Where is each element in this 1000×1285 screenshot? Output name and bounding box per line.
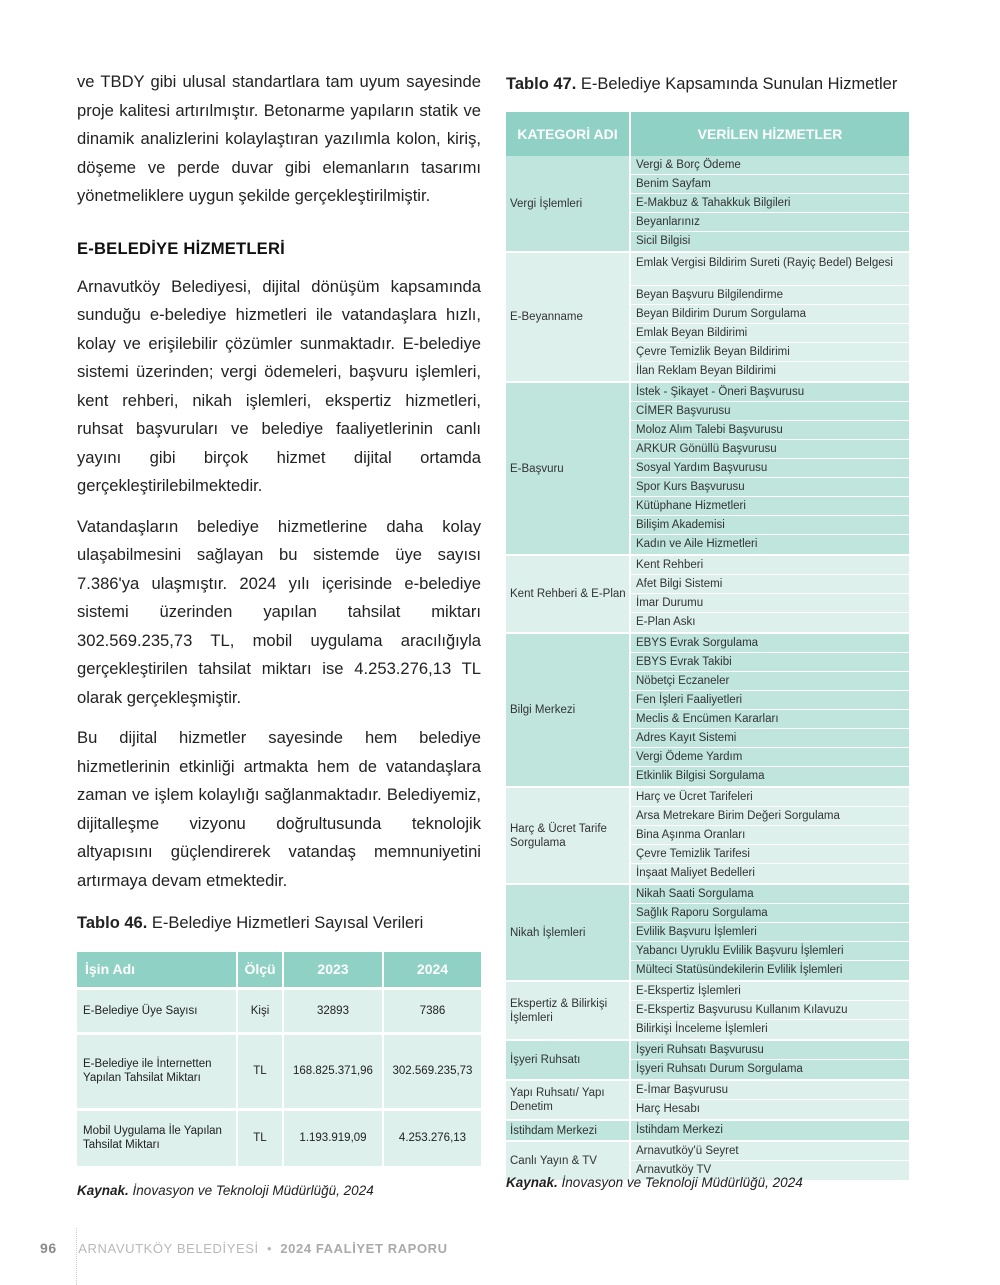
table46-title-number: Tablo 46.	[77, 914, 148, 932]
table47-service-cell: E-İmar Başvurusu	[631, 1081, 909, 1100]
table46-header-row	[77, 952, 481, 988]
paragraph-e-belediye: Arnavutköy Belediyesi, dijital dönüşüm kapsamında sunduğu e-belediye hizmetleri ile vatandaşlara hızlı, kolay ve erişilebilir çözümler sunmaktadır. E-belediye sistemi üzerinden; vergi ödemeleri, başvuru işlemleri, kent rehberi, nikah işlemleri, ekspertiz hizmetleri, ruhsat başvuruları ve belediye faaliyetlerinin canlı yayını gibi birçok hizmet dijital ortamda gerçekleştirilebilmektedir.	[77, 276, 481, 495]
table46-header-cell: 2024	[383, 952, 481, 988]
table-row	[77, 1033, 481, 1109]
table47-services	[631, 885, 909, 980]
table47-service-cell: Kent Rehberi	[631, 556, 909, 575]
table47-source	[506, 1175, 803, 1190]
table47-service-cell: Afet Bilgi Sistemi	[631, 575, 909, 594]
table47-service-cell: Arnavutköy'ü Seyret	[631, 1142, 909, 1161]
table47-service-cell: Bina Aşınma Oranları	[631, 826, 909, 845]
table47-category-cell: E-Başvuru	[506, 383, 631, 554]
table47-service-cell: Vergi & Borç Ödeme	[631, 156, 909, 175]
table47-service-cell: EBYS Evrak Sorgulama	[631, 634, 909, 653]
footer-org: ARNAVUTKÖY BELEDİYESİ	[78, 1241, 259, 1256]
table47-service-cell: E-Ekspertiz İşlemleri	[631, 982, 909, 1001]
table47-service-cell: E-Plan Askı	[631, 613, 909, 632]
table46-title	[77, 914, 423, 933]
table47-services	[631, 253, 909, 381]
table-cell: 7386	[383, 988, 481, 1033]
table47-title-number: Tablo 47.	[506, 75, 577, 93]
table46-title-text: E-Belediye Hizmetleri Sayısal Verileri	[151, 914, 424, 932]
table47-group	[506, 788, 909, 883]
paragraph-conclusion: Bu dijital hizmetler sayesinde hem belediye hizmetlerinin etkinliği artmakta hem de vatandaşlara zaman ve işlem kolaylığı sağlanmaktadır. Belediyemiz, dijitalleşme vizyonu doğrultusunda teknolojik altyapısını güçlendirerek vatandaş memnuniyetini artırmaya devam etmektedir.	[77, 728, 481, 890]
table46-header-cell: 2023	[283, 952, 383, 988]
table47-service-cell: ARKUR Gönüllü Başvurusu	[631, 440, 909, 459]
table47-service-cell: İşyeri Ruhsatı Başvurusu	[631, 1041, 909, 1060]
table47-service-cell: Spor Kurs Başvurusu	[631, 478, 909, 497]
table-cell: 1.193.919,09	[283, 1109, 383, 1166]
table47-service-cell: Moloz Alım Talebi Başvurusu	[631, 421, 909, 440]
table47-service-cell: Vergi Ödeme Yardım	[631, 748, 909, 767]
left-column	[77, 68, 481, 895]
table47-service-cell: Evlilik Başvuru İşlemleri	[631, 923, 909, 942]
table47-service-cell: Nikah Saati Sorgulama	[631, 885, 909, 904]
table47-header-category: KATEGORİ ADI	[506, 112, 631, 156]
table47-service-cell: Emlak Vergisi Bildirim Sureti (Rayiç Bedel) Belgesi	[631, 253, 909, 286]
table47-group	[506, 982, 909, 1039]
table47-category-cell: Vergi İşlemleri	[506, 156, 631, 251]
table47-service-cell: İstek - Şikayet - Öneri Başvurusu	[631, 383, 909, 402]
table47-service-cell: İlan Reklam Beyan Bildirimi	[631, 362, 909, 381]
table47-service-cell: Bilirkişi İnceleme İşlemleri	[631, 1020, 909, 1039]
paragraph-statistics: Vatandaşların belediye hizmetlerine daha kolay ulaşabilmesini sağlayan bu sistemde üye sayısı 7.386'ya ulaşmıştır. 2024 yılı içerisinde e-belediye sistemi üzerinden yapılan tahsilat miktarı 302.569.235,73 TL, mobil uygulama aracılığıyla gerçekleştirilen tahsilat miktarı ise 4.253.276,13 TL olarak gerçekleşmiştir.	[77, 516, 481, 707]
table46-header-cell: İşin Adı	[77, 952, 237, 988]
table47-services	[631, 556, 909, 632]
table47-service-cell: CİMER Başvurusu	[631, 402, 909, 421]
table47-services	[631, 788, 909, 883]
table47-service-cell: Fen İşleri Faaliyetleri	[631, 691, 909, 710]
table47-service-cell: Benim Sayfam	[631, 175, 909, 194]
table47-service-cell: Arsa Metrekare Birim Değeri Sorgulama	[631, 807, 909, 826]
table47-category-cell: Kent Rehberi & E-Plan	[506, 556, 631, 632]
table47-category-cell: Yapı Ruhsatı/ Yapı Denetim	[506, 1081, 631, 1119]
table47-category-cell: E-Beyanname	[506, 253, 631, 381]
table-cell: Mobil Uygulama İle Yapılan Tahsilat Miktarı	[77, 1109, 237, 1166]
table-cell: 4.253.276,13	[383, 1109, 481, 1166]
table47-group	[506, 253, 909, 381]
table-row	[77, 988, 481, 1033]
table-cell: Kişi	[237, 988, 283, 1033]
table47-service-cell: Mülteci Statüsündekilerin Evlilik İşlemleri	[631, 961, 909, 980]
table46-header-cell: Ölçü	[237, 952, 283, 988]
source-label: Kaynak.	[506, 1175, 558, 1190]
table47-category-cell: Bilgi Merkezi	[506, 634, 631, 786]
table47-services	[631, 982, 909, 1039]
table47-body	[506, 156, 909, 1180]
table47-group	[506, 383, 909, 554]
table47-services	[631, 1041, 909, 1079]
footer-separator: •	[266, 1241, 273, 1256]
table47-service-cell: Harç Hesabı	[631, 1100, 909, 1119]
source-text: İnovasyon ve Teknoloji Müdürlüğü, 2024	[561, 1175, 803, 1190]
table47-service-cell: Etkinlik Bilgisi Sorgulama	[631, 767, 909, 786]
table47-service-cell: Sağlık Raporu Sorgulama	[631, 904, 909, 923]
table47-service-cell: İnşaat Maliyet Bedelleri	[631, 864, 909, 883]
table47-service-cell: Kadın ve Aile Hizmetleri	[631, 535, 909, 554]
table47-services	[631, 634, 909, 786]
table47-service-cell: Nöbetçi Eczaneler	[631, 672, 909, 691]
table47-header-row	[506, 112, 909, 156]
table47-service-cell: Kütüphane Hizmetleri	[631, 497, 909, 516]
table-cell: 302.569.235,73	[383, 1033, 481, 1109]
table47-services	[631, 383, 909, 554]
source-label: Kaynak.	[77, 1183, 129, 1198]
table47-service-cell: Çevre Temizlik Tarifesi	[631, 845, 909, 864]
table47-group	[506, 885, 909, 980]
table-cell: TL	[237, 1033, 283, 1109]
table-row	[77, 1109, 481, 1166]
table46-source	[77, 1183, 374, 1198]
table47-header-services: VERİLEN HİZMETLER	[697, 126, 843, 142]
table47-service-cell: Çevre Temizlik Beyan Bildirimi	[631, 343, 909, 362]
footer-divider	[76, 1228, 77, 1285]
table47-service-cell: Arnavutköy TV	[631, 1161, 909, 1180]
table47-category-cell: Ekspertiz & Bilirkişi İşlemleri	[506, 982, 631, 1039]
table47-category-cell: Harç & Ücret Tarife Sorgulama	[506, 788, 631, 883]
table47-service-cell: Beyanlarınız	[631, 213, 909, 232]
table47-service-cell: Bilişim Akademisi	[631, 516, 909, 535]
table47	[506, 112, 909, 1180]
table47-service-cell: Emlak Beyan Bildirimi	[631, 324, 909, 343]
table47-group	[506, 1121, 909, 1140]
table-cell: E-Belediye Üye Sayısı	[77, 988, 237, 1033]
table47-title-text: E-Belediye Kapsamında Sunulan Hizmetler	[580, 75, 898, 93]
table47-group	[506, 1041, 909, 1079]
table47-group	[506, 556, 909, 632]
table47-group	[506, 634, 909, 786]
table46	[77, 952, 481, 1166]
table47-service-cell: EBYS Evrak Takibi	[631, 653, 909, 672]
table-cell: E-Belediye ile İnternetten Yapılan Tahsilat Miktarı	[77, 1033, 237, 1109]
table47-service-cell: Adres Kayıt Sistemi	[631, 729, 909, 748]
table47-service-cell: Harç ve Ücret Tarifeleri	[631, 788, 909, 807]
table47-service-cell: Sicil Bilgisi	[631, 232, 909, 251]
table47-service-cell: Meclis & Encümen Kararları	[631, 710, 909, 729]
table47-service-cell: E-Makbuz & Tahakkuk Bilgileri	[631, 194, 909, 213]
table47-category-cell: Nikah İşlemleri	[506, 885, 631, 980]
table47-service-cell: Sosyal Yardım Başvurusu	[631, 459, 909, 478]
page-footer	[40, 1240, 448, 1256]
table47-group	[506, 156, 909, 251]
table47-service-cell: İşyeri Ruhsatı Durum Sorgulama	[631, 1060, 909, 1079]
footer-report: 2024 FAALİYET RAPORU	[280, 1241, 448, 1256]
section-heading: E-BELEDİYE HİZMETLERİ	[77, 238, 285, 258]
table47-title	[506, 75, 897, 94]
paragraph-intro: ve TBDY gibi ulusal standartlara tam uyum sayesinde proje kalitesi artırılmıştır. Betonarme yapıların statik ve dinamik analizlerini kolaylaştıran yazılımla kolon, kiriş, döşeme ve perde duvar gibi elemanların tasarımı yönetmeliklere uygun şekilde gerçekleştirilmiştir.	[77, 72, 481, 205]
table47-service-cell: E-Ekspertiz Başvurusu Kullanım Kılavuzu	[631, 1001, 909, 1020]
table47-service-cell: Beyan Başvuru Bilgilendirme	[631, 286, 909, 305]
page-number: 96	[40, 1240, 57, 1256]
table47-services	[631, 1121, 909, 1140]
table47-service-cell: İstihdam Merkezi	[631, 1121, 909, 1140]
table-cell: 168.825.371,96	[283, 1033, 383, 1109]
table47-category-cell: İstihdam Merkezi	[506, 1121, 631, 1140]
table47-service-cell: Yabancı Uyruklu Evlilik Başvuru İşlemleri	[631, 942, 909, 961]
table47-services	[631, 156, 909, 251]
table47-group	[506, 1081, 909, 1119]
table47-service-cell: İmar Durumu	[631, 594, 909, 613]
table-cell: 32893	[283, 988, 383, 1033]
table47-services	[631, 1081, 909, 1119]
source-text: İnovasyon ve Teknoloji Müdürlüğü, 2024	[132, 1183, 374, 1198]
table47-category-cell: Canlı Yayın & TV	[506, 1142, 631, 1180]
table47-service-cell: Beyan Bildirim Durum Sorgulama	[631, 305, 909, 324]
table-cell: TL	[237, 1109, 283, 1166]
table47-category-cell: İşyeri Ruhsatı	[506, 1041, 631, 1079]
